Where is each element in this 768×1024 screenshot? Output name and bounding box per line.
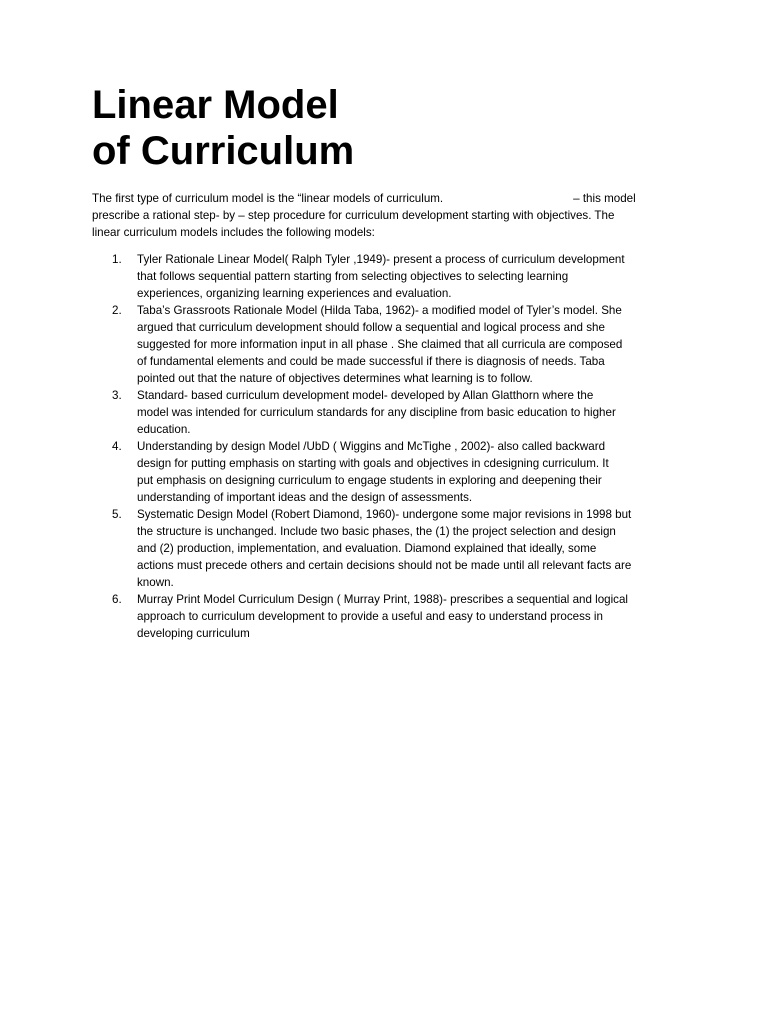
list-item-line: understanding of important ideas and the design of assessments. — [137, 491, 473, 504]
list-number: 4. — [112, 440, 122, 453]
list-item-line: approach to curriculum development to provide a useful and easy to understand process in — [137, 610, 603, 623]
list-number: 3. — [112, 389, 122, 402]
list-item-line: argued that curriculum development should follow a sequential and logical process and she — [137, 321, 605, 334]
list-item-line: actions must precede others and certain decisions should not be made until all relevant facts are — [137, 559, 632, 572]
list-item-line: suggested for more information input in all phase . She claimed that all curricula are composed — [137, 338, 623, 351]
list-item-line: known. — [137, 576, 174, 589]
list-item-line: put emphasis on designing curriculum to engage students in exploring and deepening their — [137, 474, 602, 487]
list-number: 1. — [112, 253, 122, 266]
list-item-line: of fundamental elements and could be made successful if there is diagnosis of needs. Taba — [137, 355, 605, 368]
model-item-taba — [92, 302, 692, 387]
page-title — [92, 82, 652, 174]
list-item-line: developing curriculum — [137, 627, 250, 640]
models-list — [92, 251, 692, 642]
list-item-line: experiences, organizing learning experiences and evaluation. — [137, 287, 452, 300]
title-line-1: Linear Model — [92, 83, 339, 127]
list-item-line: Tyler Rationale Linear Model( Ralph Tyler ,1949)- present a process of curriculum development — [137, 253, 625, 266]
list-item-line: the structure is unchanged. Include two basic phases, the (1) the project selection and design — [137, 525, 616, 538]
intro-line-2: prescribe a rational step- by – step procedure for curriculum development starting with objectives. The — [92, 209, 615, 222]
intro-text-start: The first type of curriculum model is the “linear models of curriculum. — [92, 192, 444, 205]
intro-text-end: – this model — [573, 192, 636, 205]
model-item-murray-print — [92, 591, 692, 642]
list-item-line: pointed out that the nature of objectives determines what learning is to follow. — [137, 372, 533, 385]
list-item-line: design for putting emphasis on starting with goals and objectives in cdesigning curriculum. It — [137, 457, 609, 470]
list-number: 2. — [112, 304, 122, 317]
list-number: 5. — [112, 508, 122, 521]
list-item-line: Systematic Design Model (Robert Diamond, 1960)- undergone some major revisions in 1998 but — [137, 508, 632, 521]
list-number: 6. — [112, 593, 122, 606]
list-item-line: model was intended for curriculum standards for any discipline from basic education to higher — [137, 406, 616, 419]
list-item-line: that follows sequential pattern starting from selecting objectives to selecting learning — [137, 270, 569, 283]
list-item-line: education. — [137, 423, 191, 436]
model-item-ubd — [92, 438, 692, 506]
list-item-line: Understanding by design Model /UbD ( Wiggins and McTighe , 2002)- also called backward — [137, 440, 606, 453]
list-item-line: Standard- based curriculum development model- developed by Allan Glatthorn where the — [137, 389, 594, 402]
model-item-standard-based — [92, 387, 692, 438]
intro-line-1 — [92, 190, 682, 207]
title-line-2: of Curriculum — [92, 129, 355, 173]
list-item-line: and (2) production, implementation, and evaluation. Diamond explained that ideally, some — [137, 542, 597, 555]
intro-paragraph — [92, 190, 682, 241]
model-item-systematic-design — [92, 506, 692, 591]
list-item-line: Murray Print Model Curriculum Design ( Murray Print, 1988)- prescribes a sequential and logical — [137, 593, 628, 606]
model-item-tyler — [92, 251, 692, 302]
list-item-line: Taba’s Grassroots Rationale Model (Hilda Taba, 1962)- a modified model of Tyler’s model. She — [137, 304, 622, 317]
intro-line-3: linear curriculum models includes the following models: — [92, 226, 375, 239]
